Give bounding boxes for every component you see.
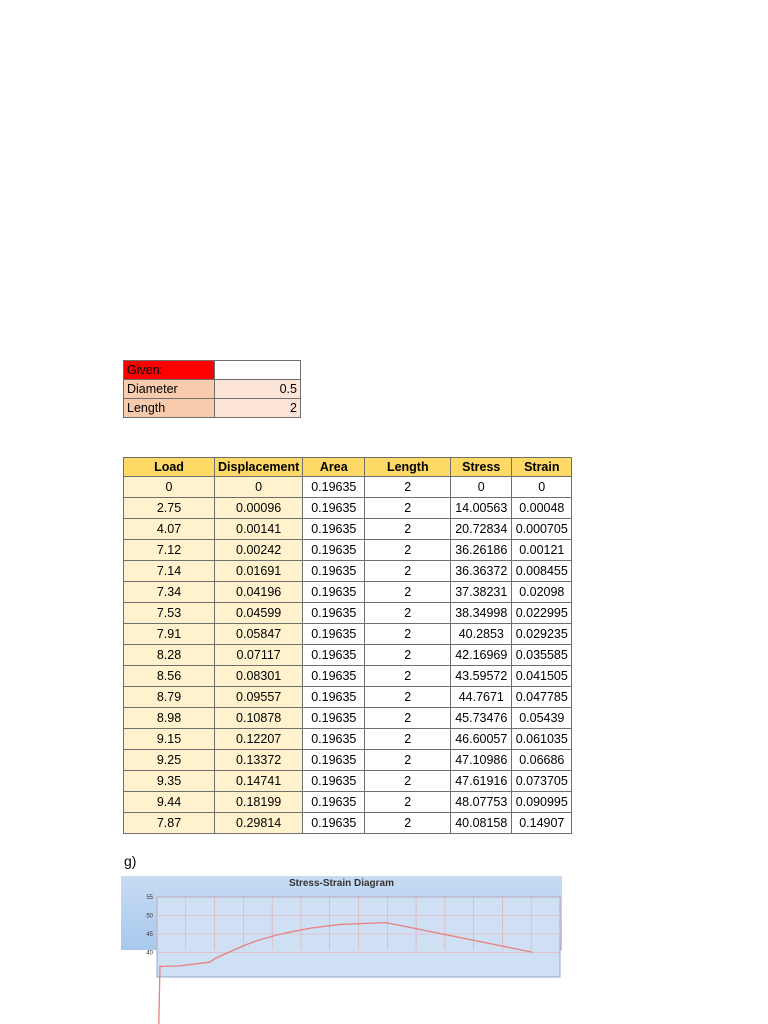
table-cell[interactable]: 40.2853 [451, 624, 512, 645]
given-label-cell[interactable]: Length [124, 399, 215, 418]
table-cell[interactable]: 38.34998 [451, 603, 512, 624]
table-cell[interactable]: 2 [365, 771, 451, 792]
table-cell[interactable]: 0.19635 [303, 771, 365, 792]
table-cell[interactable]: 2 [365, 624, 451, 645]
table-row [124, 540, 572, 561]
table-cell[interactable]: 0.19635 [303, 708, 365, 729]
given-value-cell[interactable]: 2 [215, 399, 301, 418]
table-row [124, 582, 572, 603]
table-cell[interactable]: 9.35 [124, 771, 215, 792]
table-cell[interactable]: 2 [365, 729, 451, 750]
table-cell[interactable]: 2 [365, 687, 451, 708]
table-cell[interactable]: 0.08301 [215, 666, 303, 687]
table-cell[interactable]: 2 [365, 666, 451, 687]
table-cell[interactable]: 2 [365, 561, 451, 582]
table-cell[interactable]: 0 [215, 477, 303, 498]
table-cell[interactable]: 0 [512, 477, 572, 498]
table-cell[interactable]: 8.98 [124, 708, 215, 729]
table-cell[interactable]: 14.00563 [451, 498, 512, 519]
table-cell[interactable]: 0.19635 [303, 750, 365, 771]
given-row-diameter [124, 380, 301, 399]
table-cell[interactable]: 2 [365, 540, 451, 561]
table-cell[interactable]: 0.061035 [512, 729, 572, 750]
table-cell[interactable]: 0.09557 [215, 687, 303, 708]
table-cell[interactable]: 0.10878 [215, 708, 303, 729]
table-row [124, 771, 572, 792]
table-row [124, 498, 572, 519]
table-cell[interactable]: 0.19635 [303, 498, 365, 519]
table-cell[interactable]: 0.029235 [512, 624, 572, 645]
table-cell[interactable]: 0.19635 [303, 792, 365, 813]
table-cell[interactable]: 0 [124, 477, 215, 498]
table-cell[interactable]: 0.19635 [303, 729, 365, 750]
column-header[interactable]: Load [124, 458, 215, 477]
table-cell[interactable]: 2 [365, 498, 451, 519]
table-cell[interactable]: 0.19635 [303, 645, 365, 666]
y-tick-label: 45 [146, 932, 153, 938]
table-cell[interactable]: 0.00141 [215, 519, 303, 540]
table-cell[interactable]: 2 [365, 645, 451, 666]
table-row [124, 519, 572, 540]
table-row [124, 477, 572, 498]
table-cell[interactable]: 8.56 [124, 666, 215, 687]
table-cell[interactable]: 2 [365, 477, 451, 498]
table-cell[interactable]: 0.19635 [303, 561, 365, 582]
table-cell[interactable]: 0.19635 [303, 603, 365, 624]
table-cell[interactable]: 7.14 [124, 561, 215, 582]
table-cell[interactable]: 47.10986 [451, 750, 512, 771]
table-cell[interactable]: 0.04196 [215, 582, 303, 603]
table-cell[interactable]: 44.7671 [451, 687, 512, 708]
table-cell[interactable]: 0.19635 [303, 519, 365, 540]
table-cell[interactable]: 7.34 [124, 582, 215, 603]
table-cell[interactable]: 36.36372 [451, 561, 512, 582]
table-cell[interactable]: 0.00048 [512, 498, 572, 519]
table-cell[interactable]: 47.61916 [451, 771, 512, 792]
table-cell[interactable]: 0.29814 [215, 813, 303, 834]
table-cell[interactable]: 48.07753 [451, 792, 512, 813]
table-cell[interactable]: 0.07117 [215, 645, 303, 666]
table-cell[interactable]: 37.38231 [451, 582, 512, 603]
y-tick-label: 55 [146, 895, 153, 901]
table-cell[interactable]: 40.08158 [451, 813, 512, 834]
table-cell[interactable]: 0.05439 [512, 708, 572, 729]
column-header[interactable]: Strain [512, 458, 572, 477]
table-cell[interactable]: 0.19635 [303, 477, 365, 498]
table-row [124, 750, 572, 771]
table-cell[interactable]: 0.12207 [215, 729, 303, 750]
table-row [124, 603, 572, 624]
table-row [124, 624, 572, 645]
table-cell[interactable]: 2 [365, 750, 451, 771]
table-cell[interactable]: 0.000705 [512, 519, 572, 540]
table-row [124, 687, 572, 708]
table-row [124, 792, 572, 813]
table-cell[interactable]: 7.53 [124, 603, 215, 624]
table-cell[interactable]: 0.00121 [512, 540, 572, 561]
table-cell[interactable]: 0.04599 [215, 603, 303, 624]
table-cell[interactable]: 9.25 [124, 750, 215, 771]
table-cell[interactable]: 0.19635 [303, 666, 365, 687]
table-cell[interactable]: 0.19635 [303, 540, 365, 561]
table-row [124, 561, 572, 582]
table-cell[interactable]: 0.19635 [303, 813, 365, 834]
table-cell[interactable]: 2 [365, 582, 451, 603]
column-header[interactable]: Displacement [215, 458, 303, 477]
table-cell[interactable]: 0.19635 [303, 687, 365, 708]
given-header-value-cell[interactable] [215, 361, 301, 380]
table-cell[interactable]: 0.13372 [215, 750, 303, 771]
table-cell[interactable]: 0.05847 [215, 624, 303, 645]
y-tick-label: 40 [146, 950, 153, 957]
table-cell[interactable]: 0.19635 [303, 582, 365, 603]
table-header-row [124, 458, 572, 477]
given-value-cell[interactable]: 0.5 [215, 380, 301, 399]
given-row-length [124, 399, 301, 418]
table-cell[interactable]: 8.79 [124, 687, 215, 708]
table-cell[interactable]: 0.00242 [215, 540, 303, 561]
table-cell[interactable]: 9.44 [124, 792, 215, 813]
table-cell[interactable]: 2.75 [124, 498, 215, 519]
stress-strain-chart[interactable] [121, 876, 562, 957]
table-cell[interactable]: 0.18199 [215, 792, 303, 813]
table-cell[interactable]: 42.16969 [451, 645, 512, 666]
table-cell[interactable]: 20.72834 [451, 519, 512, 540]
table-row [124, 708, 572, 729]
chart-title: Stress-Strain Diagram [288, 878, 395, 889]
given-table [123, 360, 301, 418]
table-cell[interactable]: 45.73476 [451, 708, 512, 729]
given-header-row [124, 361, 301, 380]
table-cell[interactable]: 0.01691 [215, 561, 303, 582]
table-cell[interactable]: 0.02098 [512, 582, 572, 603]
table-cell[interactable]: 0.022995 [512, 603, 572, 624]
table-cell[interactable]: 0.14907 [512, 813, 572, 834]
table-cell[interactable]: 0.041505 [512, 666, 572, 687]
table-cell[interactable]: 0.14741 [215, 771, 303, 792]
table-cell[interactable]: 7.91 [124, 624, 215, 645]
table-cell[interactable]: 4.07 [124, 519, 215, 540]
table-cell[interactable]: 0 [451, 477, 512, 498]
table-cell[interactable]: 46.60057 [451, 729, 512, 750]
table-cell[interactable]: 2 [365, 603, 451, 624]
table-cell[interactable]: 9.15 [124, 729, 215, 750]
column-header[interactable]: Stress [451, 458, 512, 477]
table-cell[interactable]: 2 [365, 792, 451, 813]
table-cell[interactable]: 0.047785 [512, 687, 572, 708]
table-cell[interactable]: 0.090995 [512, 792, 572, 813]
given-header-cell[interactable]: Given: [124, 361, 215, 380]
table-cell[interactable]: 0.035585 [512, 645, 572, 666]
table-cell[interactable]: 0.06686 [512, 750, 572, 771]
y-tick-label: 50 [146, 913, 153, 920]
stress-strain-table [123, 457, 572, 834]
table-cell[interactable]: 2 [365, 519, 451, 540]
table-row [124, 813, 572, 834]
table-cell[interactable]: 0.19635 [303, 624, 365, 645]
part-label: g) [124, 853, 137, 869]
table-cell[interactable]: 8.28 [124, 645, 215, 666]
table-cell[interactable]: 7.12 [124, 540, 215, 561]
table-cell[interactable]: 2 [365, 813, 451, 834]
table-cell[interactable]: 0.008455 [512, 561, 572, 582]
given-label-cell[interactable]: Diameter [124, 380, 215, 399]
table-cell[interactable]: 7.87 [124, 813, 215, 834]
table-cell[interactable]: 0.00096 [215, 498, 303, 519]
column-header[interactable]: Area [303, 458, 365, 477]
table-cell[interactable]: 36.26186 [451, 540, 512, 561]
table-cell[interactable]: 2 [365, 708, 451, 729]
table-row [124, 666, 572, 687]
table-row [124, 645, 572, 666]
table-row [124, 729, 572, 750]
table-cell[interactable]: 43.59572 [451, 666, 512, 687]
column-header[interactable]: Length [365, 458, 451, 477]
table-cell[interactable]: 0.073705 [512, 771, 572, 792]
